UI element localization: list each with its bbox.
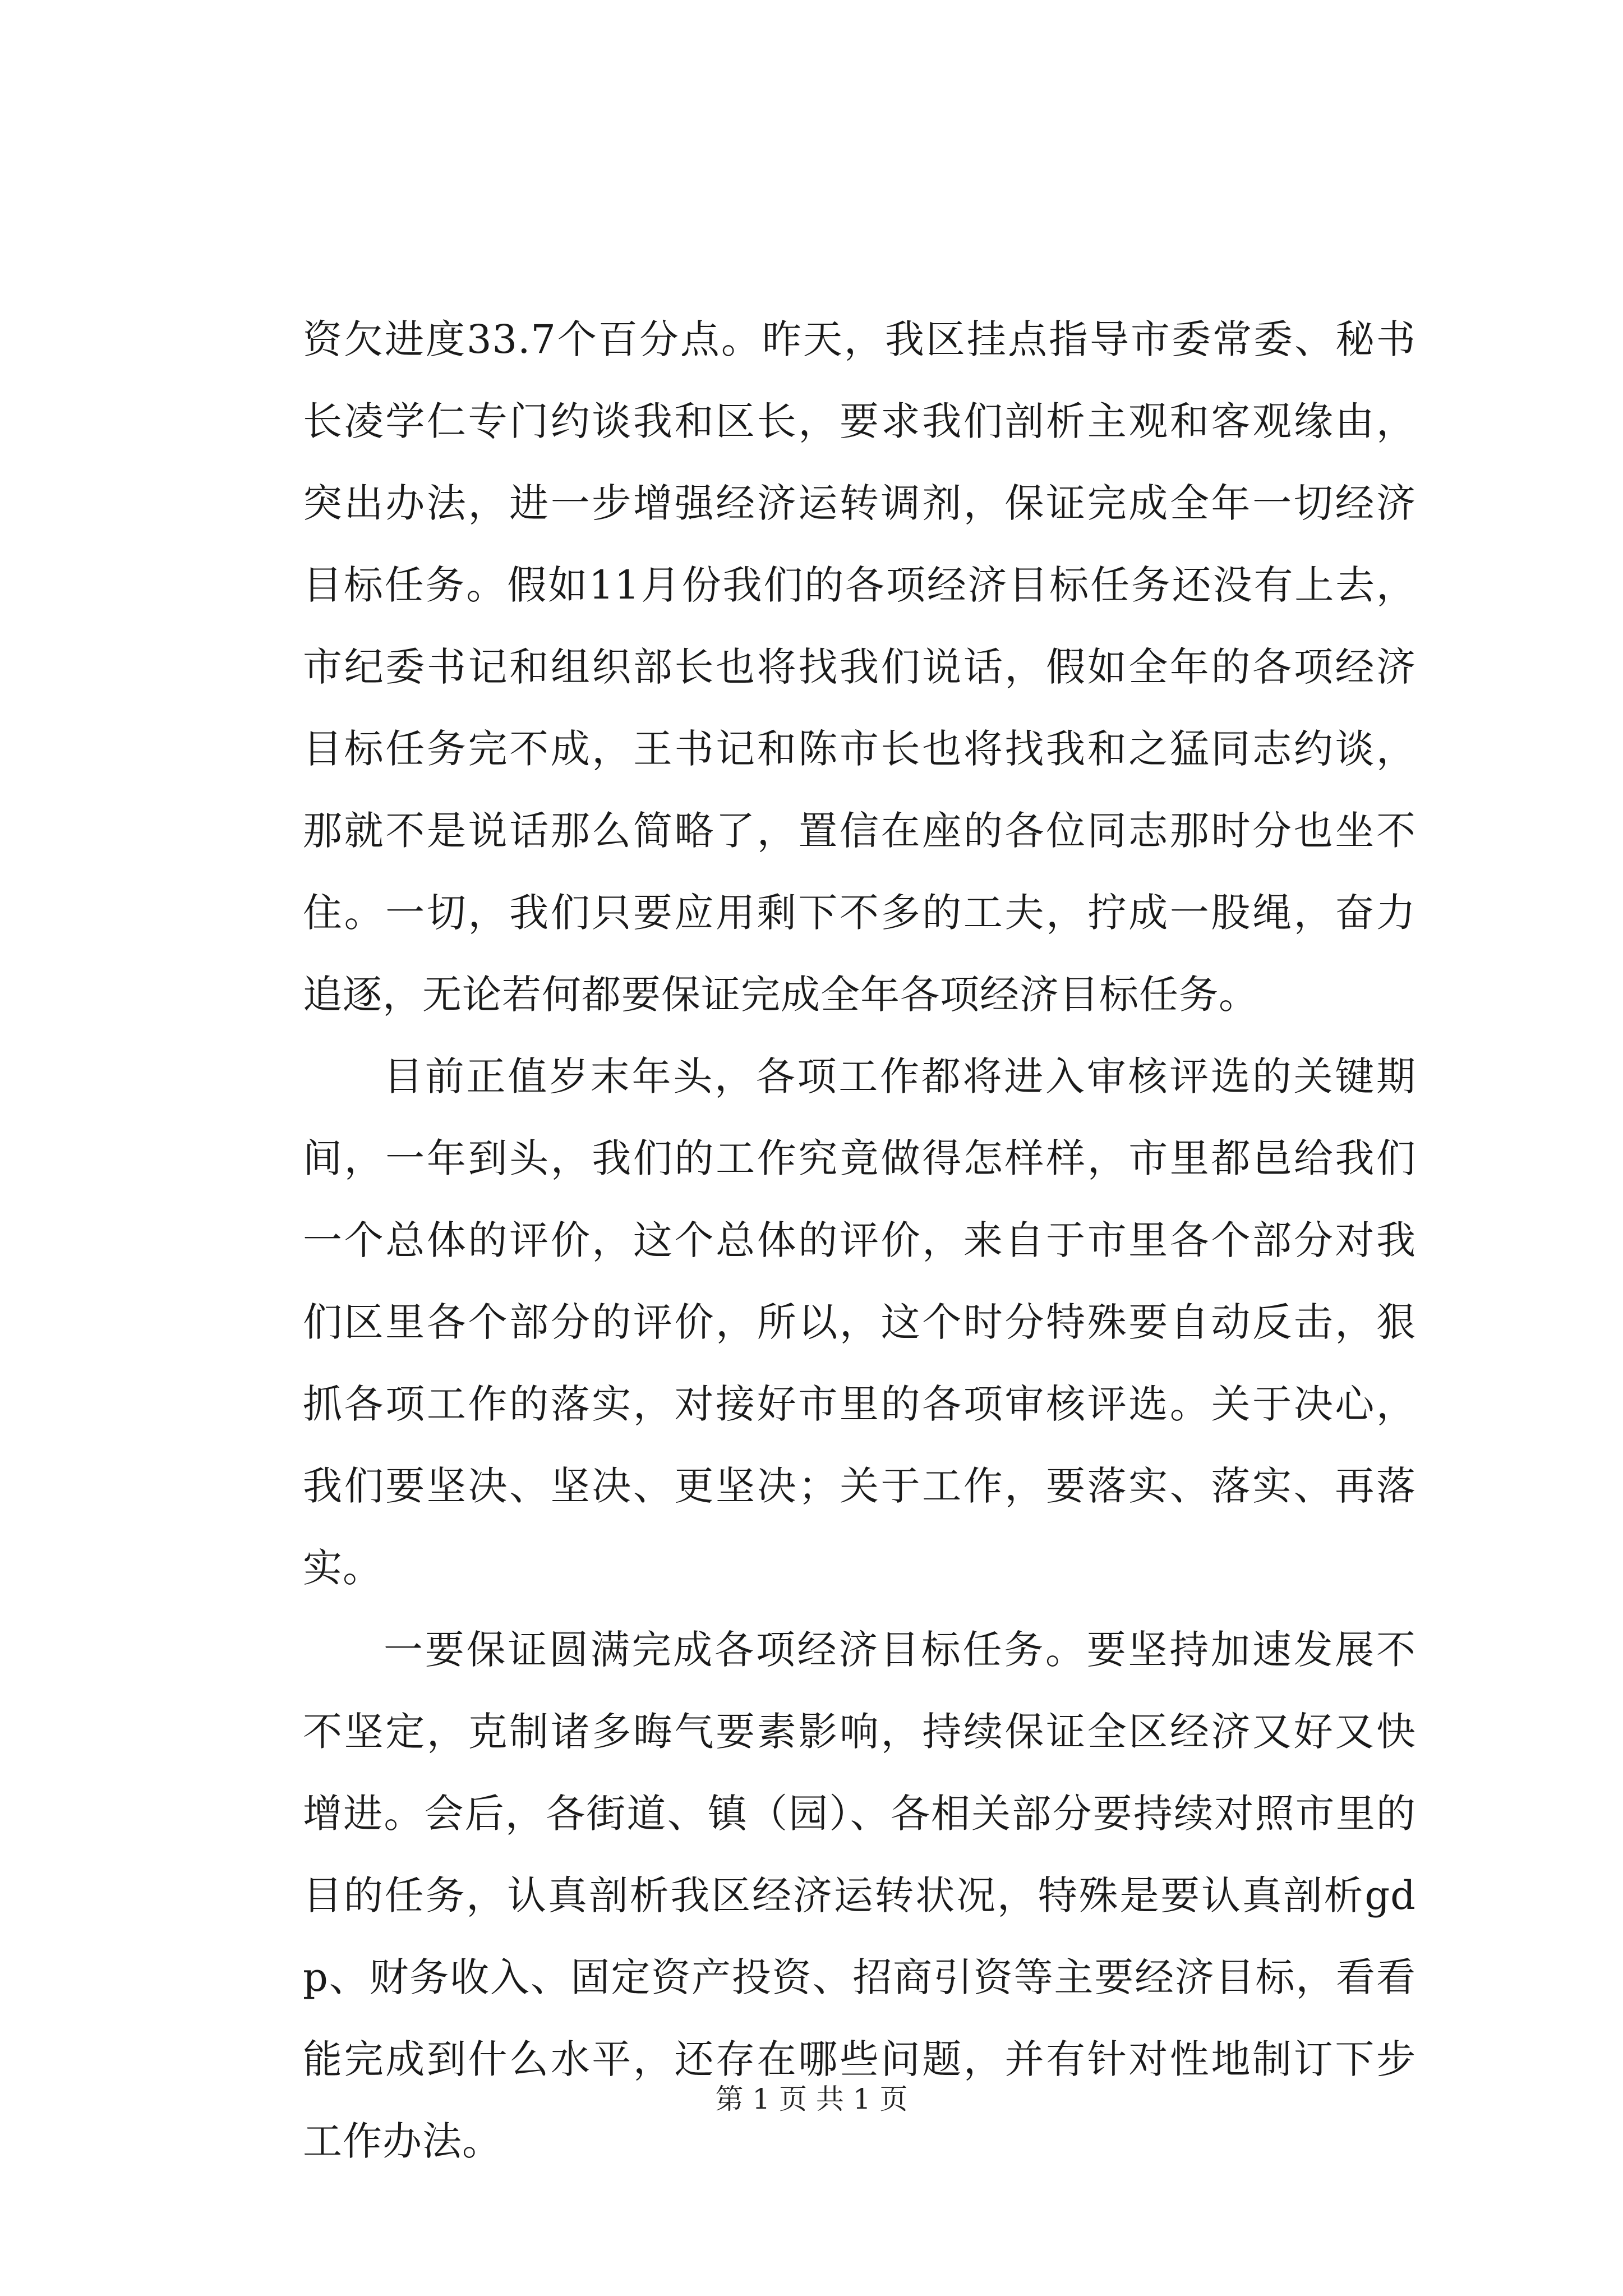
page-footer xyxy=(0,2082,1623,2116)
page-number-label: 第 1 页 共 1 页 xyxy=(715,2083,908,2115)
paragraph-2: 目前正值岁末年头，各项工作都将进入审核评选的关键期间，一年到头，我们的工作究竟做得怎样样，市里都邑给我们一个总体的评价，这个总体的评价，来自于市里各个部分对我们区里各个部分的评价，所以，这个时分特殊要自动反击，狠抓各项工作的落实，对接好市里的各项审核评选。关于决心，我们要坚决、坚决、更坚决；关于工作，要落实、落实、再落实。 xyxy=(303,1053,1416,1591)
paragraph-3: 一要保证圆满完成各项经济目标任务。要坚持加速发展不不坚定，克制诸多晦气要素影响，持续保证全区经济又好又快增进。会后，各街道、镇（园）、各相关部分要持续对照市里的目的任务，认真剖析我区经济运转状况，特殊是要认真剖析gdp、财务收入、固定资产投资、招商引资等主要经济目标，看看能完成到什么水平，还存在哪些问题，并有针对性地制订下步工作办法。 xyxy=(303,1627,1416,2164)
document-body xyxy=(303,298,1416,2182)
paragraph-1: 资欠进度33.7个百分点。昨天，我区挂点指导市委常委、秘书长凌学仁专门约谈我和区长，要求我们剖析主观和客观缘由，突出办法，进一步增强经济运转调剂，保证完成全年一切经济目标任务。假如11月份我们的各项经济目标任务还没有上去，市纪委书记和组织部长也将找我们说话，假如全年的各项经济目标任务完不成，王书记和陈市长也将找我和之猛同志约谈，那就不是说话那么简略了，置信在座的各位同志那时分也坐不住。一切，我们只要应用剩下不多的工夫，拧成一股绳，奋力追逐，无论若何都要保证完成全年各项经济目标任务。 xyxy=(303,316,1416,1018)
